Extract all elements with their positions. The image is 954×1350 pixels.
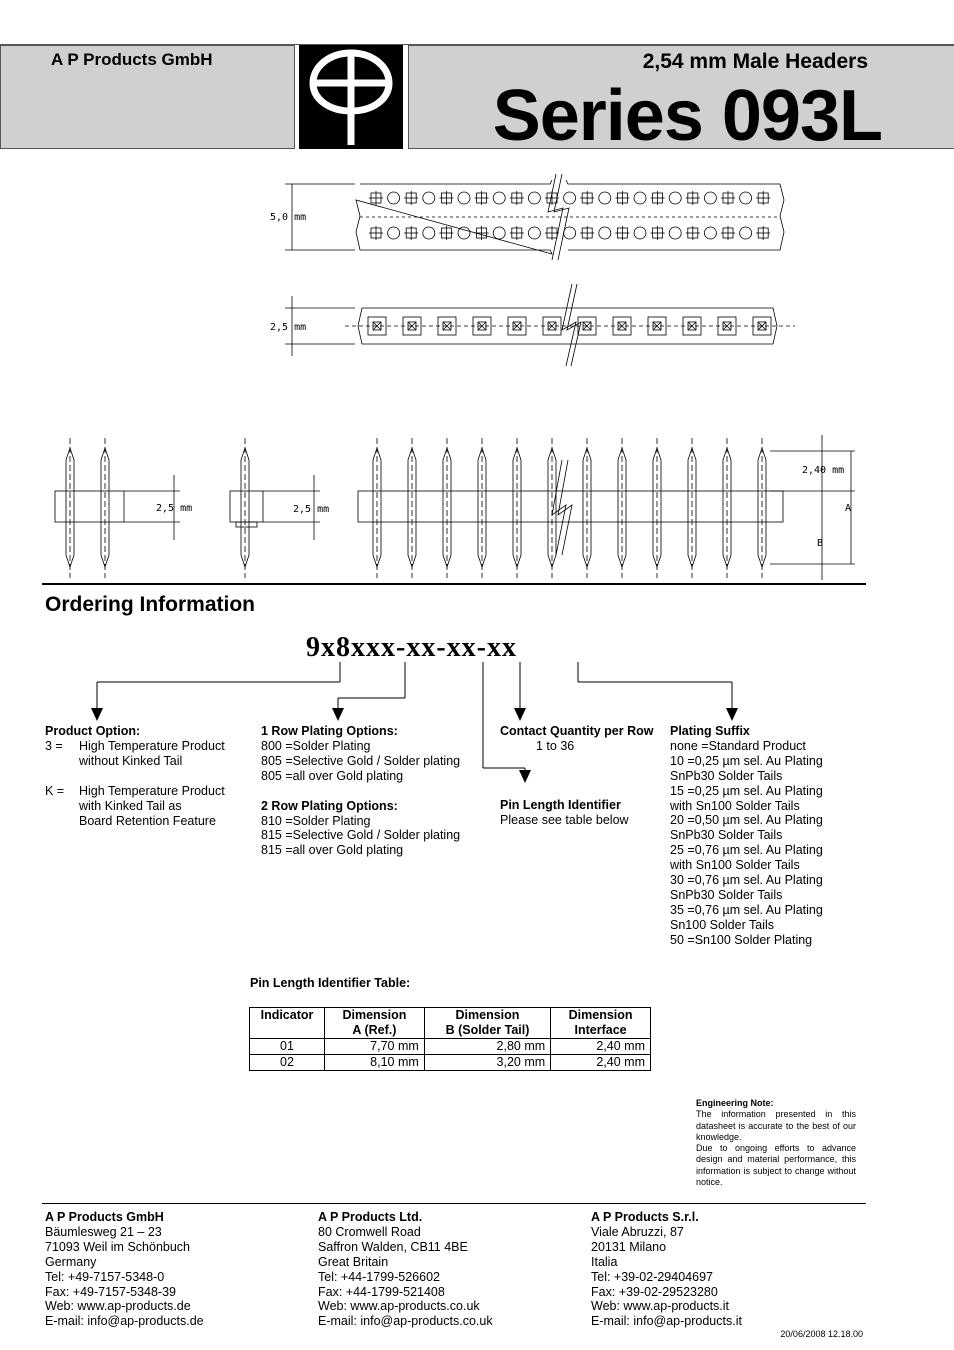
footer-line: Bäumlesweg 21 – 23 (45, 1224, 162, 1239)
plating-key: 800 = (261, 738, 293, 753)
table-row (250, 1039, 651, 1055)
suffix-text: 0,25 µm sel. Au Plating (694, 783, 823, 798)
suffix-text: SnPb30 Solder Tails (670, 768, 783, 783)
footer-company: A P Products S.r.l. (591, 1210, 699, 1224)
dim-label-a: A (845, 503, 852, 514)
suffix-text: 0,25 µm sel. Au Plating (694, 753, 823, 768)
table-cell: 2,40 mm (551, 1055, 651, 1071)
header-title-box (408, 45, 954, 156)
suffix-item (670, 843, 823, 873)
dim-label-side2: 2,5 mm (293, 504, 330, 515)
suffix-item (670, 784, 823, 814)
footer-line: Great Britain (318, 1254, 389, 1269)
header-company: A P Products GmbH (51, 50, 213, 69)
table-cell: 2,80 mm (424, 1039, 550, 1055)
footer-line: Saffron Walden, CB11 4BE (318, 1239, 468, 1254)
print-date: 20/06/2008 12.18.00 (780, 1329, 863, 1339)
suffix-item (670, 813, 823, 843)
plating-suffix-block (670, 724, 823, 948)
table-header-row (250, 1008, 651, 1039)
table-header-text: Dimension (342, 1008, 407, 1022)
pin-hole (388, 192, 400, 204)
footer-line: Tel: +49-7157-5348-0 (45, 1269, 165, 1284)
plating-key: 815 = (261, 843, 293, 858)
dim-label-dual: 5,0 mm (270, 212, 307, 223)
suffix-item (670, 903, 823, 933)
suffix-text: Sn100 Solder Plating (694, 932, 813, 947)
table-header-text: Dimension (455, 1008, 520, 1022)
pin-hole (740, 192, 752, 204)
dim-label-single: 2,5 mm (270, 322, 307, 333)
suffix-text: 0,76 µm sel. Au Plating (694, 902, 823, 917)
table-header-text: Indicator (260, 1008, 314, 1022)
suffix-key: 15 = (670, 783, 695, 798)
footer-line: E-mail: info@ap-products.it (591, 1314, 742, 1329)
footer-line: Italia (591, 1254, 618, 1269)
dim-label-b: B (817, 538, 824, 549)
engineering-note-heading: Engineering Note: (696, 1098, 774, 1108)
product-option-text: Board Retention Feature (79, 813, 216, 828)
pin-hole (528, 192, 540, 204)
engineering-note-text: The information presented in this datasheet is accurate to the best of our knowledge. (696, 1109, 856, 1142)
table-header (325, 1008, 425, 1039)
table-cell: 3,20 mm (424, 1055, 550, 1071)
product-option-text: High Temperature Product (79, 783, 225, 798)
suffix-key: none = (670, 738, 709, 753)
footer-line: E-mail: info@ap-products.co.uk (318, 1314, 493, 1329)
footer-line: Web: www.ap-products.it (591, 1299, 730, 1314)
ordering-code: 9x8xxx-xx-xx-xx (306, 632, 517, 663)
plating-text: Selective Gold / Solder plating (292, 828, 461, 843)
contact-quantity-heading: Contact Quantity per Row (500, 724, 654, 738)
pin-hole (493, 192, 505, 204)
dim-label-interface: 2,40 mm (802, 465, 845, 476)
table-header (250, 1008, 325, 1039)
footer-line: E-mail: info@ap-products.de (45, 1314, 204, 1329)
ordering-title: Ordering Information (45, 593, 255, 616)
product-option-text: High Temperature Product (79, 738, 225, 753)
plating-text: Solder Plating (292, 738, 371, 753)
product-option-block (45, 724, 225, 828)
pin-hole (740, 227, 752, 239)
suffix-item (670, 754, 823, 784)
pin-hole (423, 192, 435, 204)
plating-text: Solder Plating (292, 813, 371, 828)
suffix-key: 20 = (670, 813, 695, 828)
pin-hole (528, 227, 540, 239)
footer-line: Viale Abruzzi, 87 (591, 1224, 684, 1239)
table-cell: 01 (250, 1039, 325, 1055)
pin-hole (669, 227, 681, 239)
pin-hole (564, 227, 576, 239)
pin-length-table (249, 1007, 651, 1071)
suffix-text: Standard Product (708, 738, 806, 753)
pin-hole (388, 227, 400, 239)
pin-hole (458, 192, 470, 204)
suffix-text: SnPb30 Solder Tails (670, 887, 783, 902)
suffix-text: SnPb30 Solder Tails (670, 828, 783, 843)
suffix-key: 10 = (670, 753, 695, 768)
footer-company: A P Products GmbH (45, 1210, 164, 1224)
table-header-text: Dimension (568, 1008, 633, 1022)
product-option-text: without Kinked Tail (79, 753, 183, 768)
contact-quantity-block (500, 724, 653, 754)
plating-text: all over Gold plating (292, 768, 404, 783)
pin-hole (458, 227, 470, 239)
footer-company: A P Products Ltd. (318, 1210, 423, 1224)
suffix-key: 35 = (670, 902, 695, 917)
pin-hole (704, 227, 716, 239)
pin-table-title: Pin Length Identifier Table: (250, 976, 411, 990)
product-option-item (45, 784, 225, 829)
suffix-key: 30 = (670, 873, 695, 888)
footer-line: Germany (45, 1254, 97, 1269)
footer-address-it (591, 1210, 742, 1329)
ap-logo-icon (299, 45, 403, 149)
pin-hole (564, 192, 576, 204)
suffix-text: 0,50 µm sel. Au Plating (694, 813, 823, 828)
row2-plating-heading: 2 Row Plating Options: (261, 798, 398, 813)
pin-hole (634, 227, 646, 239)
pin-hole (423, 227, 435, 239)
footer-line: Fax: +39-02-29523280 (591, 1284, 718, 1299)
footer-line: Fax: +44-1799-521408 (318, 1284, 445, 1299)
product-option-text: with Kinked Tail as (79, 798, 182, 813)
header-company-box (0, 45, 295, 149)
table-cell: 2,40 mm (551, 1039, 651, 1055)
pin-hole (599, 227, 611, 239)
pin-hole (669, 192, 681, 204)
dim-label-side1: 2,5 mm (156, 503, 193, 514)
contact-quantity-value: 1 to 36 (536, 738, 575, 753)
plating-text: all over Gold plating (292, 843, 404, 858)
suffix-item (670, 873, 823, 903)
table-cell: 02 (250, 1055, 325, 1071)
pin-hole (704, 192, 716, 204)
footer-line: 80 Cromwell Road (318, 1224, 421, 1239)
product-option-item (45, 739, 225, 769)
table-header (551, 1008, 651, 1039)
footer-line: Web: www.ap-products.de (45, 1299, 191, 1314)
footer-address-de (45, 1210, 204, 1329)
table-row (250, 1055, 651, 1071)
plating-key: 805 = (261, 768, 293, 783)
pin-hole (634, 192, 646, 204)
suffix-text: 0,76 µm sel. Au Plating (694, 843, 823, 858)
suffix-item (670, 933, 823, 948)
suffix-text: 0,76 µm sel. Au Plating (694, 873, 823, 888)
plating-suffix-heading: Plating Suffix (670, 724, 750, 738)
plating-key: 815 = (261, 828, 293, 843)
page-title: Series 093L (492, 76, 882, 156)
table-header-text: Interface (574, 1023, 627, 1037)
footer-line: 20131 Milano (591, 1239, 667, 1254)
table-cell: 7,70 mm (325, 1039, 425, 1055)
suffix-key: 25 = (670, 843, 695, 858)
technical-drawing (0, 160, 954, 580)
footer-line: Web: www.ap-products.co.uk (318, 1299, 480, 1314)
footer-line: Tel: +44-1799-526602 (318, 1269, 440, 1284)
product-option-key: 3 = (45, 738, 63, 753)
engineering-note-text2: Due to ongoing efforts to advance design and material performance, this information is subject to change without notice. (696, 1143, 856, 1188)
footer-rule (42, 1203, 866, 1204)
pin-hole (599, 192, 611, 204)
suffix-text: with Sn100 Solder Tails (670, 858, 800, 873)
plating-text: Selective Gold / Solder plating (292, 753, 461, 768)
header-subtitle: 2,54 mm Male Headers (642, 50, 868, 73)
footer-line: Fax: +49-7157-5348-39 (45, 1284, 176, 1299)
plating-key: 810 = (261, 813, 293, 828)
engineering-note (696, 1098, 856, 1188)
footer-line: Tel: +39-02-29404697 (591, 1269, 713, 1284)
product-option-heading: Product Option: (45, 724, 141, 738)
suffix-text: Sn100 Solder Tails (670, 917, 775, 932)
row1-plating-heading: 1 Row Plating Options: (261, 724, 398, 738)
pin-length-block (500, 798, 629, 828)
table-cell: 8,10 mm (325, 1055, 425, 1071)
suffix-text: with Sn100 Solder Tails (670, 798, 800, 813)
suffix-key: 50 = (670, 932, 695, 947)
footer-line: 71093 Weil im Schönbuch (45, 1239, 190, 1254)
footer-address-uk (318, 1210, 493, 1329)
product-option-key: K = (45, 783, 65, 798)
suffix-item (670, 739, 823, 754)
pin-length-value: Please see table below (500, 812, 629, 827)
table-header-text: A (Ref.) (352, 1023, 397, 1037)
pin-hole (493, 227, 505, 239)
pin-length-heading: Pin Length Identifier (500, 798, 621, 812)
plating-options-block (261, 724, 460, 858)
table-header (424, 1008, 550, 1039)
section-rule (42, 583, 866, 585)
plating-key: 805 = (261, 753, 293, 768)
table-header-text: B (Solder Tail) (445, 1023, 530, 1037)
